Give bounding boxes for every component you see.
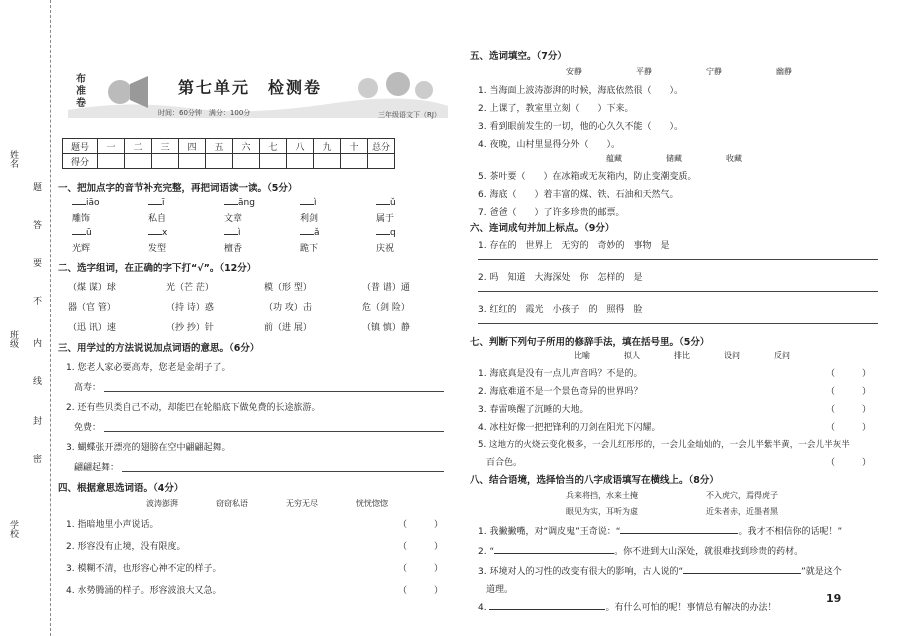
pinyin-blank[interactable]: ǔ	[376, 198, 396, 208]
answer-paren[interactable]: （ ）	[826, 369, 872, 379]
s4-word: 恍恍惚惚	[356, 499, 388, 508]
s5-word: 蕴藏	[606, 154, 622, 163]
s5-item: 2. 上课了，教室里立刻（ ）下来。	[478, 104, 634, 114]
school-label: 学校	[8, 520, 18, 538]
s6-item: 3. 红红的 霞光 小孩子 的 照得 脸	[478, 305, 643, 315]
s7-option: 排比	[674, 351, 690, 360]
word: 光辉	[72, 244, 91, 254]
s3-question-2: 2. 还有些贝类自己不动，却能巴在轮船底下做免费的长途旅游。	[66, 403, 321, 413]
answer-paren[interactable]: （ ）	[398, 586, 444, 596]
word: 私自	[148, 214, 167, 224]
s3-answer-3-label: 翩翩起舞：	[74, 463, 120, 473]
s4-item: 2. 形容没有止境，没有限度。	[66, 542, 186, 552]
section-4-title: 四、根据意思选词语。（4分）	[58, 483, 184, 494]
answer-paren[interactable]: （ ）	[826, 423, 872, 433]
s8-idiom: 不入虎穴，焉得虎子	[706, 491, 778, 500]
fold-char: 题	[33, 183, 43, 193]
s7-item: 3. 春雷唤醒了沉睡的大地。	[478, 405, 589, 415]
s6-item: 1. 存在的 世界上 无穷的 奇妙的 事物 是	[478, 241, 670, 251]
s7-option: 反问	[774, 351, 790, 360]
section-8-title: 八、结合语境，选择恰当的八字成语填写在横线上。（8分）	[470, 475, 719, 486]
answer-line[interactable]	[478, 291, 878, 292]
s3-question-1: 1. 您老人家必要高寿，您老是金胡子了。	[66, 363, 231, 373]
s8-idiom: 兵来将挡，水来土掩	[566, 491, 638, 500]
answer-paren[interactable]: （ ）	[398, 520, 444, 530]
answer-paren[interactable]: （ ）	[398, 564, 444, 574]
s4-word: 窃窃私语	[216, 499, 248, 508]
s5-item: 5. 茶叶要（ ）在冰箱或无灰箱内，防止变潮变质。	[478, 172, 697, 182]
word: 利剑	[300, 214, 319, 224]
s7-item: 5. 这地方的火烧云变化极多，一会儿红彤彤的，一会儿金灿灿的，一会儿半紫半黄，一会儿半灰半	[478, 440, 850, 450]
s8-item: 2. “ 。你不进到大山深处，就很难找到珍贵的药材。	[478, 547, 804, 557]
score-header-cell: 题号	[63, 139, 98, 154]
pinyin-blank[interactable]: ì	[224, 228, 241, 238]
word-choice[interactable]: 模（形 型）	[264, 283, 312, 293]
pinyin-blank[interactable]: iāo	[72, 198, 100, 208]
pinyin-blank[interactable]: ū	[72, 228, 92, 238]
binding-margin	[0, 0, 51, 636]
word-choice[interactable]: （功 攻）击	[264, 303, 312, 313]
class-label: 班级	[8, 330, 18, 348]
pinyin-blank[interactable]: āng	[224, 198, 255, 208]
score-header-cell: 六	[233, 139, 260, 154]
s4-item: 3. 模糊不清，也形容心神不定的样子。	[66, 564, 222, 574]
s3-answer-1-label: 高寿：	[74, 383, 102, 393]
time-score-note: 时间：60分钟 满分：100分	[158, 109, 251, 117]
fold-char: 内	[33, 339, 43, 349]
s5-item: 6. 海底（ ）着丰富的煤、铁、石油和天然气。	[478, 190, 679, 200]
s8-item: 3. 环境对人的习性的改变有很大的影响，古人说的“ ”就是这个	[478, 567, 842, 577]
pinyin-blank[interactable]: ī	[148, 198, 165, 208]
word: 跪下	[300, 244, 319, 254]
s5-item: 3. 看到眼前发生的一切，他的心久久不能（ ）。	[478, 122, 683, 132]
score-header-cell: 二	[125, 139, 152, 154]
score-header-cell: 五	[206, 139, 233, 154]
score-header-cell: 总分	[368, 139, 395, 154]
score-header-cell: 八	[287, 139, 314, 154]
name-label: 姓名	[8, 150, 18, 168]
pinyin-blank[interactable]: q	[376, 228, 396, 238]
s8-idiom: 眼见为实，耳听为虚	[566, 507, 638, 516]
word-choice[interactable]: 器（官 管）	[68, 303, 116, 313]
fold-char: 不	[33, 297, 43, 307]
score-row-label: 得分	[63, 154, 98, 169]
s5-item: 7. 爸爸（ ）了许多珍贵的邮票。	[478, 208, 625, 218]
score-header-cell: 三	[152, 139, 179, 154]
answer-line[interactable]	[478, 323, 878, 324]
word-choice[interactable]: （普 谱）通	[362, 283, 410, 293]
pinyin-blank[interactable]: ì	[300, 198, 317, 208]
s7-item: 1. 海底真是没有一点儿声音吗？不是的。	[478, 369, 643, 379]
section-3-title: 三、用学过的方法说说加点词语的意思。（6分）	[58, 343, 260, 354]
s7-item: 4. 冰柱好像一把把锋利的刀剑在阳光下闪耀。	[478, 423, 661, 433]
word-choice[interactable]: （持 诗）惑	[166, 303, 214, 313]
s4-word: 波涛澎湃	[146, 499, 178, 508]
s5-word: 收藏	[726, 154, 742, 163]
s4-word: 无穷无尽	[286, 499, 318, 508]
score-header-cell: 四	[179, 139, 206, 154]
s7-option: 比喻	[574, 351, 590, 360]
word: 发型	[148, 244, 167, 254]
s3-question-3: 3. 蝴蝶张开漂亮的翅膀在空中翩翩起舞。	[66, 443, 231, 453]
word-choice[interactable]: 光（芒 茫）	[166, 283, 214, 293]
s7-item-cont: 百合色。	[486, 458, 523, 468]
fold-char: 答	[33, 221, 43, 231]
answer-paren[interactable]: （ ）	[826, 405, 872, 415]
word-choice[interactable]: （抄 抄）针	[166, 323, 214, 333]
word-choice[interactable]: （迅 讯）速	[68, 323, 116, 333]
score-header-cell: 九	[314, 139, 341, 154]
word: 雕饰	[72, 214, 91, 224]
word-choice[interactable]: （镇 慎）静	[362, 323, 410, 333]
s5-item: 1. 当海面上波涛澎湃的时候，海底依然很（ ）。	[478, 86, 683, 96]
grade-label: 三年级语文下（RJ）	[378, 111, 441, 119]
answer-line[interactable]	[122, 471, 444, 472]
score-header-cell: 一	[98, 139, 125, 154]
s5-word: 幽静	[776, 67, 792, 76]
s7-option: 拟人	[624, 351, 640, 360]
fold-char: 封	[33, 417, 43, 427]
fold-char: 要	[33, 259, 43, 269]
stamp-badge: 布 准 卷	[76, 74, 86, 109]
s6-item: 2. 吗 知道 大海深处 你 怎样的 是	[478, 273, 643, 283]
section-5-title: 五、选词填空。（7分）	[470, 51, 567, 62]
s5-item: 4. 夜晚，山村里显得分外（ ）。	[478, 140, 620, 150]
section-7-title: 七、判断下列句子所用的修辞手法，填在括号里。（5分）	[470, 337, 710, 348]
answer-line[interactable]	[478, 259, 878, 260]
s8-item: 1. 我撇撇嘴，对“调皮鬼”王奇说：“ 。我才不相信你的话呢！”	[478, 527, 843, 537]
s3-answer-2-label: 免费：	[74, 423, 102, 433]
answer-paren[interactable]: （ ）	[398, 542, 444, 552]
score-header-cell: 七	[260, 139, 287, 154]
s8-idiom: 近朱者赤，近墨者黑	[706, 507, 778, 516]
pinyin-blank[interactable]: ǎ	[300, 228, 320, 238]
word: 庆祝	[376, 244, 395, 254]
s7-option: 设问	[724, 351, 740, 360]
s7-item: 2. 海底难道不是一个景色奇异的世界吗？	[478, 387, 643, 397]
s5-word: 安静	[566, 67, 582, 76]
score-table	[62, 138, 395, 169]
word: 檀香	[224, 244, 243, 254]
s4-item: 1. 指暗地里小声说话。	[66, 520, 159, 530]
score-header-cell: 十	[341, 139, 368, 154]
section-6-title: 六、连词成句并加上标点。（9分）	[470, 223, 615, 234]
s5-word: 储藏	[666, 154, 682, 163]
word: 文章	[224, 214, 243, 224]
s4-item: 4. 水势腾涌的样子。形容波浪大又急。	[66, 586, 222, 596]
word-choice[interactable]: 危（剑 险）	[362, 303, 410, 313]
word-choice[interactable]: （煤 谋）球	[68, 283, 116, 293]
answer-paren[interactable]: （ ）	[826, 387, 872, 397]
pinyin-blank[interactable]: x	[148, 228, 167, 238]
page-title: 第七单元 检测卷	[178, 78, 323, 97]
answer-paren[interactable]: （ ）	[826, 458, 872, 468]
s8-item: 4. 。有什么可怕的呢！事情总有解决的办法！	[478, 603, 777, 613]
fold-char: 线	[33, 377, 43, 387]
s5-word: 平静	[636, 67, 652, 76]
section-2-title: 二、选字组词，在正确的字下打“√”。（12分）	[58, 263, 257, 274]
s5-word: 宁静	[706, 67, 722, 76]
page-number: 19	[826, 592, 842, 605]
answer-line[interactable]	[104, 391, 444, 392]
answer-line[interactable]	[104, 431, 444, 432]
s8-item-cont: 道理。	[486, 585, 514, 595]
word: 属于	[376, 214, 395, 224]
section-1-title: 一、把加点字的音节补充完整，再把词语读一读。（5分）	[58, 183, 298, 194]
word-choice[interactable]: 前（进 展）	[264, 323, 312, 333]
fold-char: 密	[33, 455, 43, 465]
